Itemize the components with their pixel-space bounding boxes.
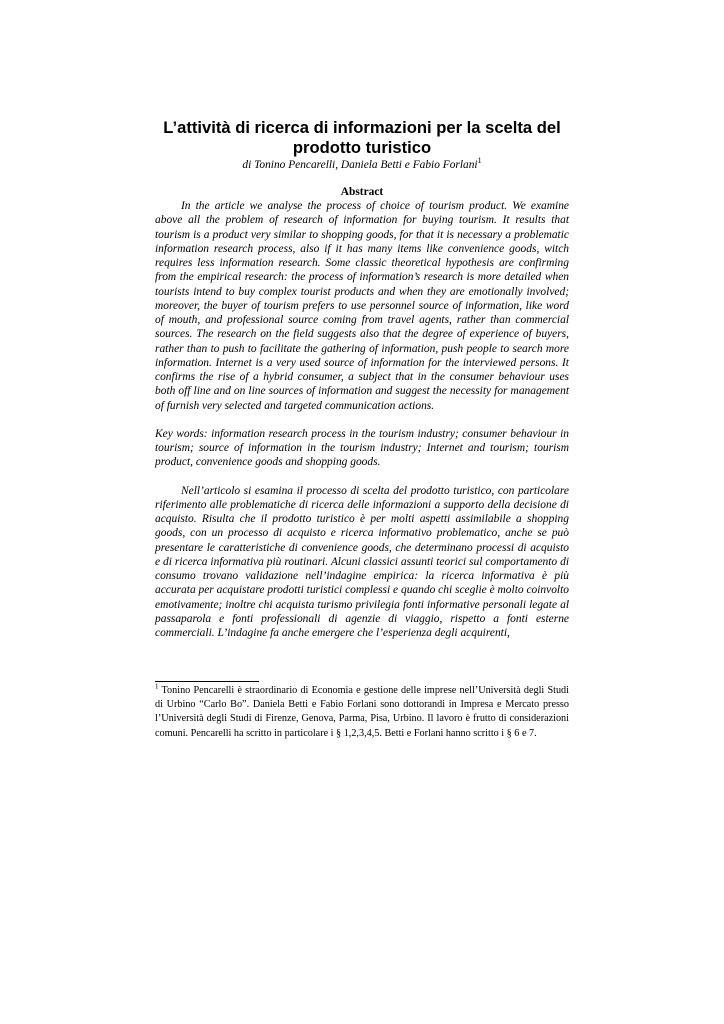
keywords: Key words: information research process in the tourism industry; consumer behaviour in tourism; source of information in the tourism industry; Internet and tourism; tourism product, convenience goods and shopping goods. [155,427,569,469]
paper-authors [155,158,569,173]
abstract-heading: Abstract [340,186,384,198]
abstract-english: In the article we analyse the process of choice of tourism product. We examine above all the problem of research of information for buying tourism. It results that tourism is a product very similar to shopping goods, for that it is necessary a problematic information research process, also if it has many items like convenience goods, witch requires less information research. Some classic theoretical hypothesis are confirming from the empirical research: the process of information’s research is more detailed when tourists intend to buy complex tourist products and when they are emotionally involved; moreover, the buyer of tourism prefers to use personnel source of information, like word of mouth, and professional source coming from travel agents, rather than commercial sources. The research on the field suggests also that the degree of experience of buyers, rather than to push to facilitate the gathering of information, push people to search more information. Internet is a very used source of information for the interviewed persons. It confirms the rise of a hybrid consumer, a subject that in the consumer behaviour uses both off line and on line sources of information and suggest the necessity for management of furnish very selected and targeted communication actions. [155,200,569,412]
abstract-italian: Nell’articolo si esamina il processo di scelta del prodotto turistico, con particolare riferimento alle problematiche di ricerca delle informazioni a supporto della decisione di acquisto. Risulta che il prodotto turistico è per molti aspetti assimilabile a shopping goods, con un processo di acquisto e ricerca informativo problematico, anche se può presentare le caratteristiche di convenience goods, che determinano processi di acquisto e di ricerca informativa più routinari. Alcuni classici assunti teorici sul comportamento di consumo trovano validazione nell’indagine empirica: la ricerca informativa è più accurata per acquistare prodotti turistici complessi e quando chi sceglie è molto coinvolto emotivamente; inoltre chi acquista turismo privilegia fonti informative personali legate al passaparola e fonti professionali di agenzie di viaggio, rispetto a fonti esterne commerciali. L’indagine fa anche emergere che l’esperienza degli acquirenti, [155,484,570,639]
footnote-mark: 1 [155,682,159,691]
authors-text: di Tonino Pencarelli, Daniela Betti e Fabio Forlani [242,159,478,171]
footnote-separator [155,681,259,682]
authors-footnote-mark[interactable]: 1 [477,156,482,166]
footnote [155,684,569,741]
paper-page [155,118,569,640]
footnote-text: Tonino Pencarelli è straordinario di Economia e gestione delle imprese nell’Università degli Studi di Urbino “Carlo Bo”. Daniela Betti e Fabio Forlani sono dottorandi in Impresa e Mercato presso l’Università degli Studi di Firenze, Genova, Parma, Pisa, Urbino. Il lavoro è frutto di considerazioni comuni. Pencarelli ha scritto in particolare i § 1,2,3,4,5. Betti e Forlani hanno scritto i § 6 e 7. [155,685,569,739]
paper-title: L’attività di ricerca di informazioni per la scelta del prodotto turistico [163,118,561,157]
